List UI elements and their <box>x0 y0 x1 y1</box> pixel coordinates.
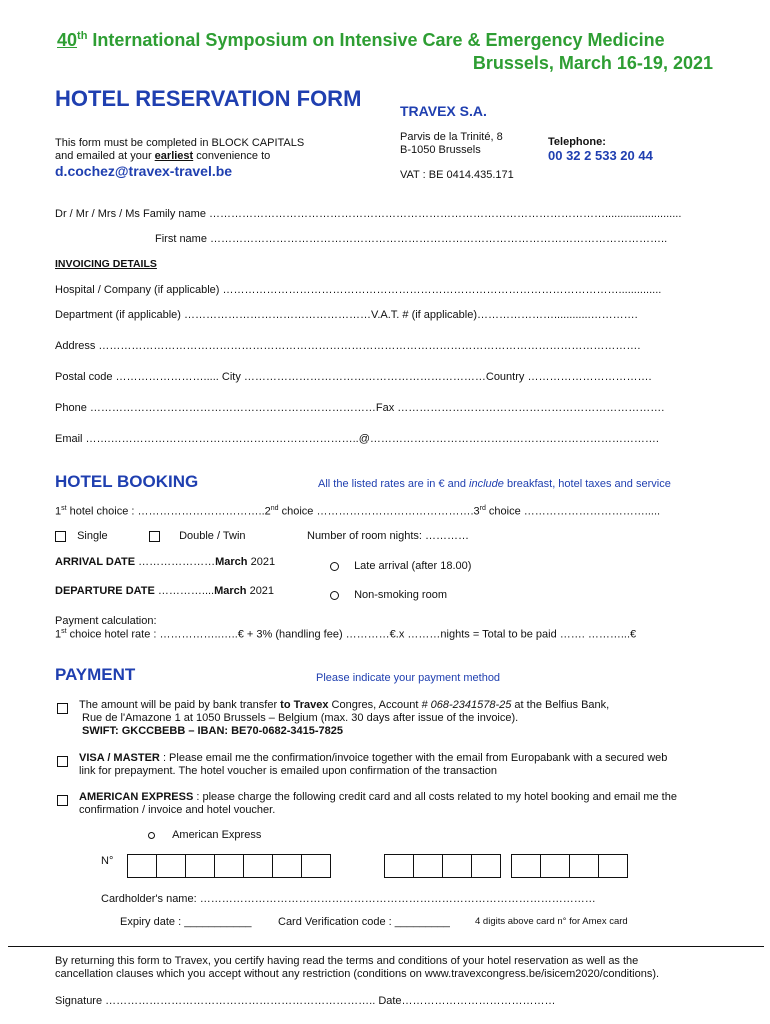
hospital-field[interactable]: Hospital / Company (if applicable) ……………………………………………………………………………………………….............. <box>55 284 662 296</box>
card-digit-box[interactable] <box>443 854 472 878</box>
card-digit-box[interactable] <box>599 854 628 878</box>
visa-checkbox[interactable] <box>57 753 68 771</box>
title-rest: International Symposium on Intensive Care & Emergency Medicine <box>87 30 665 50</box>
departure-date-field[interactable] <box>55 585 274 597</box>
bank-pre: The amount will be paid by bank transfer <box>79 699 281 711</box>
visa-line-1 <box>79 752 667 764</box>
checkbox-icon[interactable] <box>55 531 66 542</box>
card-digit-box[interactable] <box>302 854 331 878</box>
choice-2-text: choice …………………………………….3 <box>278 505 480 518</box>
phone-fax-field[interactable]: Phone ……………………………………………………………………Fax ………………………………………………………………. <box>55 402 665 414</box>
company-vat: VAT : BE 0414.435.171 <box>400 169 514 181</box>
department-vat-field[interactable]: Department (if applicable) ……………………………………………V.A.T. # (if applicable)…………………............…………. <box>55 309 638 321</box>
telephone-value: 00 32 2 533 20 44 <box>548 148 653 163</box>
late-arrival-option[interactable] <box>330 560 471 572</box>
intro-line-2-post: convenience to <box>193 150 271 162</box>
symposium-title <box>57 30 665 51</box>
amex-line-2: confirmation / invoice and hotel voucher. <box>79 804 276 816</box>
contact-email[interactable]: d.cochez@travex-travel.be <box>55 163 233 179</box>
footer-terms-line-1: By returning this form to Travex, you certify having read the terms and conditions of your hotel reservation as well as the <box>55 955 639 967</box>
intro-line-2 <box>55 150 270 162</box>
radio-circle-icon[interactable] <box>330 591 339 600</box>
visa-line-2: link for prepayment. The hotel voucher is emailed upon confirmation of the transaction <box>79 765 498 777</box>
choice-1-num: 1 <box>55 505 62 518</box>
visa-bold: VISA / MASTER <box>79 752 160 764</box>
card-digit-box[interactable] <box>157 854 186 878</box>
choice-1-sup: st <box>61 505 67 512</box>
bank-bold: to Travex <box>280 699 329 711</box>
company-name: TRAVEX S.A. <box>400 103 487 119</box>
telephone-label: Telephone: <box>548 136 606 148</box>
card-number-label: N° <box>101 855 114 867</box>
bank-post: at the Belfius Bank, <box>511 699 610 711</box>
arrival-date-field[interactable] <box>55 556 275 568</box>
card-number-group-3[interactable] <box>511 854 628 878</box>
bank-transfer-line-1 <box>79 699 609 711</box>
calc-num: 1 <box>55 628 62 641</box>
bank-transfer-checkbox[interactable] <box>57 700 68 718</box>
company-address-2: B-1050 Brussels <box>400 144 481 156</box>
room-nights-field[interactable]: Number of room nights: ………… <box>307 530 469 542</box>
rates-post: breakfast, hotel taxes and service <box>503 478 671 490</box>
ordinal: 40 <box>57 30 78 50</box>
calc-sup: st <box>61 628 67 635</box>
invoicing-heading: INVOICING DETAILS <box>55 258 157 270</box>
card-digit-box[interactable] <box>570 854 599 878</box>
radio-circle-icon[interactable] <box>148 832 155 839</box>
calc-text: choice hotel rate : ……………..…..€ + 3% (handling fee) …………€.x ………nights = Total to be paid ……. ………...€ <box>66 628 637 641</box>
bank-account: # 068-2341578-25 <box>421 699 512 711</box>
amex-text: : please charge the following credit card and all costs related to my hotel booking and email me the <box>193 791 677 803</box>
arrival-dots: ………………… <box>135 556 216 568</box>
amex-option-label: American Express <box>172 829 262 841</box>
double-label: Double / Twin <box>179 530 246 542</box>
form-title: HOTEL RESERVATION FORM <box>55 86 362 111</box>
departure-dots: ………….... <box>154 585 215 597</box>
card-digit-box[interactable] <box>472 854 501 878</box>
amex-bold: AMERICAN EXPRESS <box>79 791 194 803</box>
choice-3-text: choice ……………………………..... <box>485 505 661 518</box>
card-digit-box[interactable] <box>384 854 414 878</box>
arrival-year: 2021 <box>247 556 276 568</box>
checkbox-icon[interactable] <box>149 531 160 542</box>
first-name-field[interactable]: First name …………………………………………………………………………………………………………….. <box>155 233 668 245</box>
footer-terms-line-2: cancellation clauses which you accept without any restriction (conditions on www.travexcongress.be/isicem2020/conditions). <box>55 968 660 980</box>
choice-2-sup: nd <box>270 505 279 512</box>
payment-indicate: Please indicate your payment method <box>316 672 501 684</box>
cvc-note: 4 digits above card n° for Amex card <box>475 916 628 927</box>
room-double-option[interactable] <box>149 530 246 542</box>
non-smoking-option[interactable] <box>330 589 447 601</box>
amex-option[interactable] <box>148 829 261 841</box>
symposium-subtitle: Brussels, March 16-19, 2021 <box>472 53 713 73</box>
bank-mid: Congres, Account <box>328 699 422 711</box>
ordinal-suffix: th <box>77 30 88 42</box>
expiry-field[interactable]: Expiry date : ___________ <box>120 916 252 928</box>
hotel-choices-field[interactable] <box>55 505 660 518</box>
radio-circle-icon[interactable] <box>330 562 339 571</box>
rates-include: include <box>469 478 504 490</box>
intro-line-2-pre: and emailed at your <box>55 150 155 162</box>
amex-checkbox[interactable] <box>57 792 68 810</box>
arrival-month: March <box>215 556 248 568</box>
company-address-1: Parvis de la Trinité, 8 <box>400 131 503 143</box>
footer-divider <box>8 946 764 947</box>
card-digit-box[interactable] <box>541 854 570 878</box>
card-number-group-2[interactable] <box>384 854 501 878</box>
hotel-booking-heading: HOTEL BOOKING <box>55 472 199 491</box>
family-name-field[interactable]: Dr / Mr / Mrs / Ms Family name ………………………………………………………………………………………………......................... <box>55 208 682 220</box>
payment-heading: PAYMENT <box>55 665 136 684</box>
intro-line-1: This form must be completed in BLOCK CAPITALS <box>55 137 305 149</box>
cvc-field[interactable]: Card Verification code : _________ <box>278 916 450 928</box>
card-digit-box[interactable] <box>215 854 244 878</box>
signature-date-field[interactable]: Signature ……………………………………………………………….. Date…………………………………… <box>55 995 556 1007</box>
departure-label: DEPARTURE DATE <box>55 585 155 597</box>
payment-calc-label: Payment calculation: <box>55 615 157 627</box>
cardholder-field[interactable]: Cardholder's name: ……………………………………………………………………………………………… <box>101 893 596 905</box>
choice-3-sup: rd <box>479 505 486 512</box>
room-single-option[interactable] <box>55 530 108 542</box>
rates-pre: All the listed rates are in € and <box>318 478 470 490</box>
payment-calc-field[interactable] <box>55 628 636 641</box>
card-digit-box[interactable] <box>186 854 215 878</box>
rates-note <box>318 478 671 490</box>
address-field[interactable]: Address …………………………………………………………………………………………………………………………………. <box>55 340 641 352</box>
non-smoking-label: Non-smoking room <box>354 589 447 601</box>
card-number-group-1[interactable] <box>127 854 331 878</box>
choice-1-text: hotel choice : ……………………………..2 <box>66 505 271 518</box>
late-arrival-label: Late arrival (after 18.00) <box>354 560 472 572</box>
bank-transfer-line-3: SWIFT: GKCCBEBB – IBAN: BE70-0682-3415-7825 <box>82 725 344 737</box>
card-digit-box[interactable] <box>244 854 273 878</box>
card-digit-box[interactable] <box>511 854 541 878</box>
card-digit-box[interactable] <box>414 854 443 878</box>
single-label: Single <box>77 530 108 542</box>
postal-city-country-field[interactable]: Postal code ……………………..... City …………………………………………………………Country ……………………………. <box>55 371 652 383</box>
email-field[interactable]: Email …….…………………………………………………………..@……………………………………………………………………. <box>55 433 659 445</box>
departure-month: March <box>214 585 247 597</box>
departure-year: 2021 <box>246 585 275 597</box>
card-digit-box[interactable] <box>127 854 157 878</box>
visa-text: : Please email me the confirmation/invoice together with the email from Europabank with a secured web <box>159 752 668 764</box>
arrival-label: ARRIVAL DATE <box>55 556 136 568</box>
amex-line-1 <box>79 791 677 803</box>
intro-earliest: earliest <box>154 150 194 162</box>
bank-transfer-line-2: Rue de l'Amazone 1 at 1050 Brussels – Belgium (max. 30 days after issue of the invoice). <box>82 712 519 724</box>
card-digit-box[interactable] <box>273 854 302 878</box>
